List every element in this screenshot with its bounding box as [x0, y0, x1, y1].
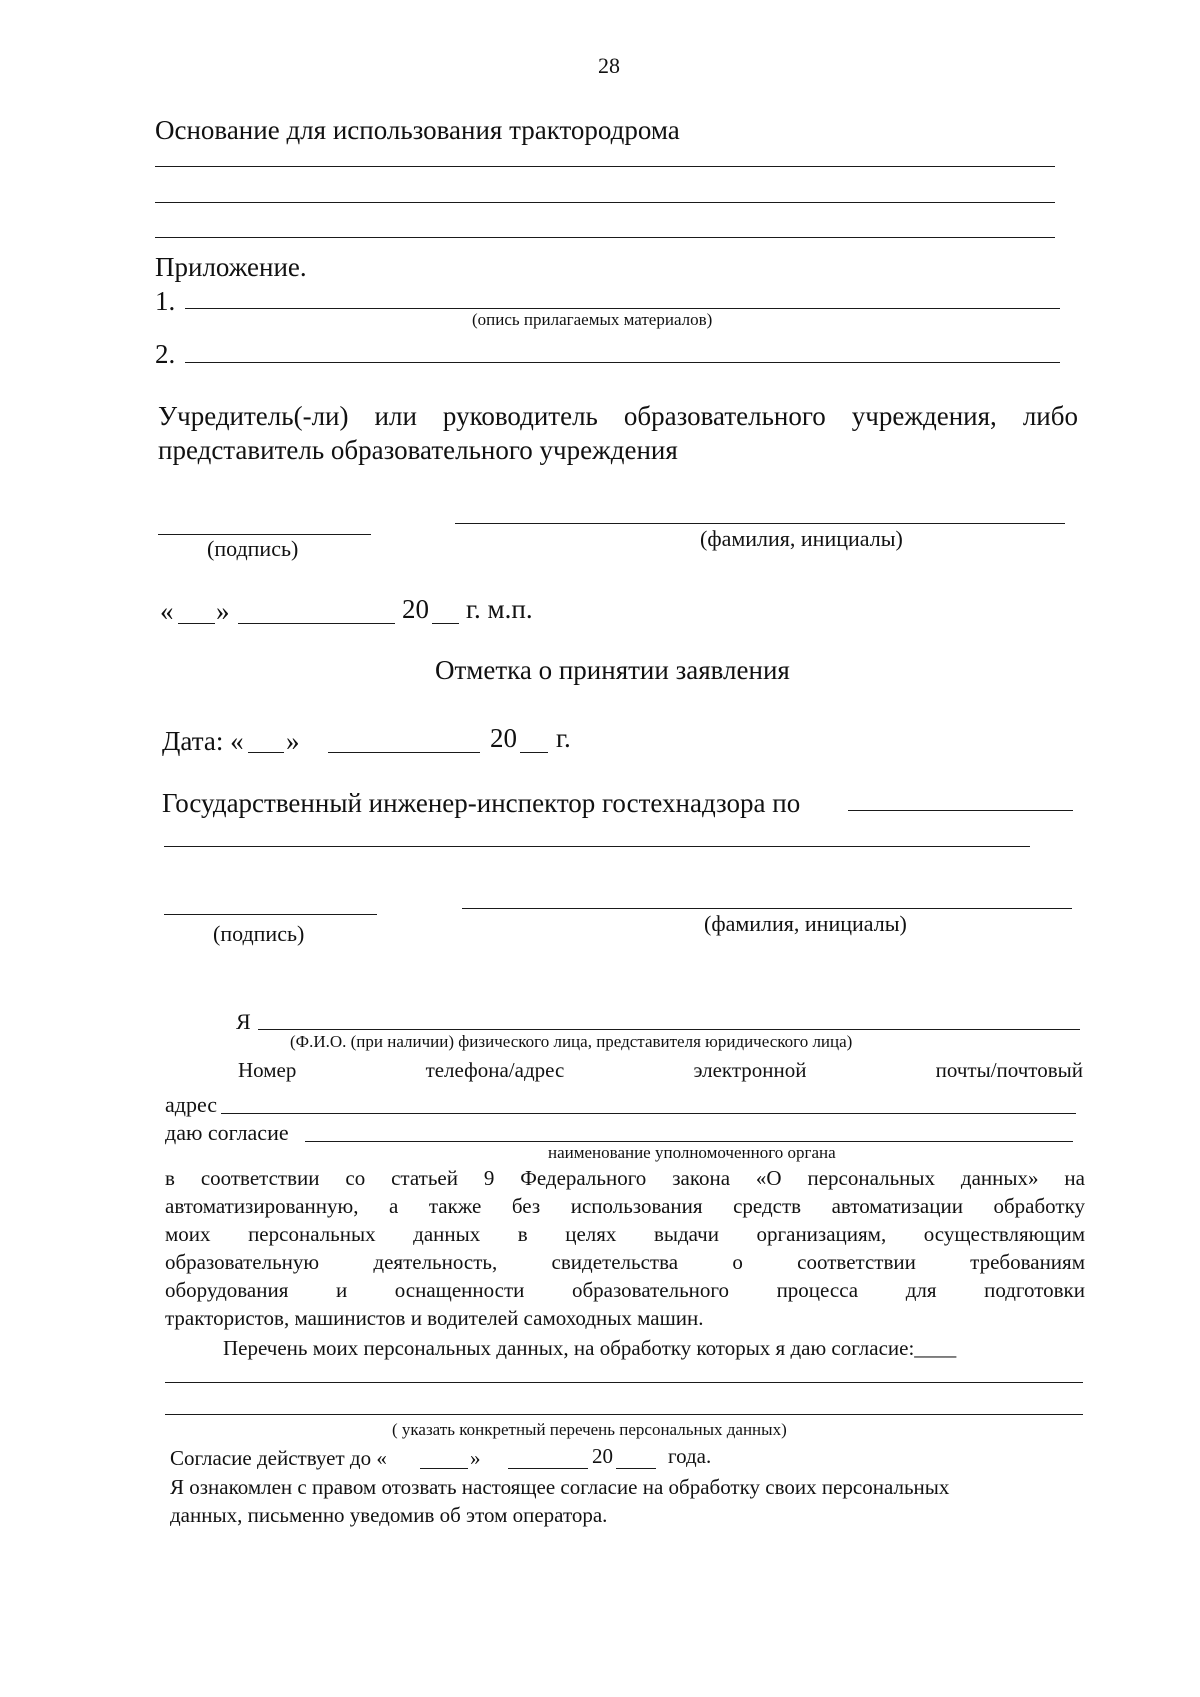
acceptance-day-line[interactable]	[248, 752, 284, 753]
inspector-signature-caption: (подпись)	[213, 921, 305, 946]
basis-label: Основание для использования трактородрома	[155, 115, 680, 145]
date-suffix: г. м.п.	[466, 594, 533, 624]
date-day-line[interactable]	[178, 623, 215, 624]
consent-valid-close-quote: »	[470, 1446, 481, 1470]
page-number: 28	[598, 53, 620, 78]
inspector-signature-line[interactable]	[164, 914, 377, 915]
consent-body-line-3: моих персональных данных в целях выдачи организациям, осуществляющим	[165, 1222, 1085, 1246]
basis-line-2[interactable]	[155, 202, 1055, 203]
inspector-region-line[interactable]	[848, 810, 1073, 811]
inspector-region-line-2[interactable]	[164, 846, 1030, 847]
consent-address-label: адрес	[165, 1092, 218, 1117]
consent-give-label: даю согласие	[165, 1120, 289, 1145]
founder-line-1: Учредитель(-ли) или руководитель образовательного учреждения, либо	[158, 401, 1078, 431]
acceptance-heading: Отметка о принятии заявления	[435, 655, 790, 685]
consent-revoke-line-2: данных, письменно уведомив об этом оператора.	[170, 1503, 608, 1527]
founder-name-caption: (фамилия, инициалы)	[700, 526, 903, 551]
contact-word-1: Номер	[238, 1058, 297, 1082]
consent-fio-caption: (Ф.И.О. (при наличии) физического лица, представителя юридического лица)	[290, 1032, 853, 1051]
basis-line-3[interactable]	[155, 237, 1055, 238]
founder-signature-line[interactable]	[158, 534, 371, 535]
consent-valid-suffix: года.	[668, 1444, 712, 1468]
acceptance-year-prefix: 20	[490, 723, 517, 753]
consent-list-caption: ( указать конкретный перечень персональных данных)	[392, 1420, 787, 1439]
consent-valid-label: Согласие действует до «	[170, 1446, 387, 1470]
consent-fio-line[interactable]	[258, 1029, 1080, 1030]
consent-body-last-line: трактористов, машинистов и водителей самоходных машин.	[165, 1306, 704, 1330]
appendix-item-2-number: 2.	[155, 339, 176, 369]
acceptance-year-suffix: г.	[556, 723, 571, 753]
acceptance-year-line[interactable]	[520, 752, 548, 753]
date-open-quote: «	[160, 596, 174, 626]
acceptance-close-quote: »	[286, 726, 300, 756]
appendix-title: Приложение.	[155, 252, 307, 282]
founder-line-2: представитель образовательного учреждения	[158, 435, 678, 465]
consent-ya: Я	[236, 1009, 251, 1034]
consent-body-line-4: образовательную деятельность, свидетельства о соответствии требованиям	[165, 1250, 1085, 1274]
consent-list-line-2[interactable]	[165, 1414, 1083, 1415]
inspector-label: Государственный инженер-инспектор гостехнадзора по	[162, 788, 801, 818]
consent-body-line-5: оборудования и оснащенности образовательного процесса для подготовки	[165, 1278, 1085, 1302]
founder-signature-caption: (подпись)	[207, 536, 299, 561]
consent-valid-day-line[interactable]	[420, 1468, 468, 1469]
consent-authority-caption: наименование уполномоченного органа	[548, 1143, 836, 1162]
acceptance-month-line[interactable]	[328, 752, 480, 753]
contact-word-4: почты/почтовый	[935, 1058, 1083, 1082]
consent-revoke-line-1: Я ознакомлен с правом отозвать настоящее согласие на обработку своих персональных	[170, 1475, 950, 1499]
appendix-item-1-line[interactable]	[185, 308, 1060, 309]
date-month-line[interactable]	[238, 623, 395, 624]
contact-word-3: электронной	[693, 1058, 807, 1082]
appendix-item-1-number: 1.	[155, 286, 176, 316]
consent-address-line[interactable]	[221, 1113, 1076, 1114]
consent-valid-year-line[interactable]	[616, 1468, 656, 1469]
consent-valid-month-line[interactable]	[508, 1468, 588, 1469]
date-year-prefix: 20	[402, 594, 429, 624]
appendix-item-2-line[interactable]	[185, 362, 1060, 363]
contact-word-2: телефона/адрес	[425, 1058, 565, 1082]
date-close-quote: »	[216, 596, 230, 626]
date-year-line[interactable]	[432, 623, 459, 624]
basis-line-1[interactable]	[155, 166, 1055, 167]
founder-name-line[interactable]	[455, 523, 1065, 524]
consent-valid-year-prefix: 20	[592, 1444, 613, 1468]
consent-list-line-1[interactable]	[165, 1382, 1083, 1383]
consent-authority-line[interactable]	[305, 1141, 1073, 1142]
inspector-name-line[interactable]	[462, 908, 1072, 909]
consent-body-line-1: в соответствии со статьей 9 Федерального закона «О персональных данных» на	[165, 1166, 1085, 1190]
consent-contact-row	[238, 1060, 1083, 1081]
consent-list-intro: Перечень моих персональных данных, на обработку которых я даю согласие:____	[223, 1336, 957, 1360]
consent-body-line-2: автоматизированную, а также без использования средств автоматизации обработку	[165, 1194, 1085, 1218]
appendix-caption: (опись прилагаемых материалов)	[472, 310, 713, 329]
inspector-name-caption: (фамилия, инициалы)	[704, 911, 907, 936]
acceptance-date-label: Дата: «	[162, 726, 244, 756]
